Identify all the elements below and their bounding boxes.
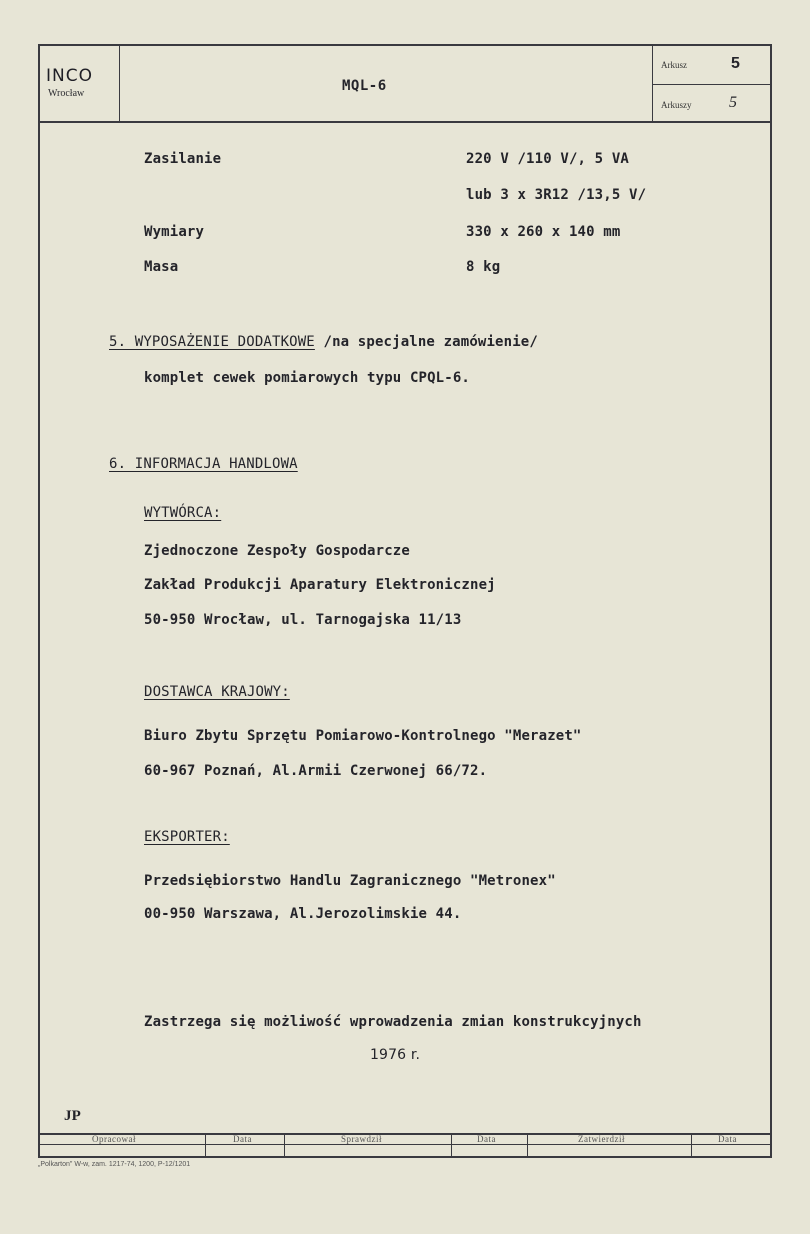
document-year: 1976 r. (370, 1047, 421, 1063)
author-initials: JP (64, 1108, 81, 1124)
footer-table-mid-line (38, 1144, 772, 1145)
sheets-label: Arkuszy (661, 100, 692, 110)
supplier-line: 60-967 Poznań, Al.Armii Czerwonej 66/72. (144, 763, 488, 779)
sheet-label: Arkusz (661, 60, 687, 70)
company-city: Wrocław (48, 88, 85, 99)
footer-header-date: Data (477, 1134, 496, 1144)
spec-label: Masa (144, 259, 179, 275)
spec-label: Wymiary (144, 224, 205, 240)
reservation-note: Zastrzega się możliwość wprowadzenia zmian konstrukcyjnych (144, 1014, 642, 1030)
footer-table-top-line (38, 1133, 772, 1135)
footer-col-divider (691, 1133, 692, 1157)
producer-line: 50-950 Wrocław, ul. Tarnogajska 11/13 (144, 612, 462, 628)
section-5-item: komplet cewek pomiarowych typu CPQL-6. (144, 370, 470, 386)
exporter-title: EKSPORTER: (144, 829, 230, 845)
footer-header-date: Data (233, 1134, 252, 1144)
footer-header-checked: Sprawdził (341, 1134, 382, 1144)
frame-bottom-line (38, 1156, 772, 1158)
footer-col-divider (451, 1133, 452, 1157)
spec-label: Zasilanie (144, 151, 222, 167)
frame-right-line (770, 44, 772, 1158)
sheet-number: 5 (731, 55, 740, 72)
section-5-heading: 5. WYPOSAŻENIE DODATKOWE (109, 334, 315, 350)
document-title: MQL-6 (342, 78, 387, 94)
exporter-line: 00-950 Warszawa, Al.Jerozolimskie 44. (144, 906, 462, 922)
company-logo: INCO (46, 66, 93, 86)
section-6-heading: 6. INFORMACJA HANDLOWA (109, 456, 298, 472)
frame-left-line (38, 44, 40, 1158)
section-5-line (109, 334, 538, 350)
header-sheet-divider (652, 44, 653, 122)
producer-line: Zjednoczone Zespoły Gospodarcze (144, 543, 410, 559)
header-bottom-line (38, 121, 772, 123)
footer-col-divider (284, 1133, 285, 1157)
spec-value: lub 3 x 3R12 /13,5 V/ (466, 187, 647, 203)
footer-col-divider (527, 1133, 528, 1157)
sheets-total: 5 (729, 94, 737, 111)
producer-title: WYTWÓRCA: (144, 505, 222, 521)
footer-header-date: Data (718, 1134, 737, 1144)
supplier-title: DOSTAWCA KRAJOWY: (144, 684, 290, 700)
footer-col-divider (205, 1133, 206, 1157)
spec-value: 330 x 260 x 140 mm (466, 224, 621, 240)
spec-value: 220 V /110 V/, 5 VA (466, 151, 629, 167)
print-note: „Polkarton" W-w, zam. 1217-74, 1200, P-12/1201 (38, 1161, 191, 1168)
producer-line: Zakład Produkcji Aparatury Elektronicznej (144, 577, 496, 593)
supplier-line: Biuro Zbytu Sprzętu Pomiarowo-Kontrolnego "Merazet" (144, 728, 582, 744)
frame-top-line (38, 44, 772, 46)
header-logo-divider (119, 44, 120, 122)
section-5-note: /na specjalne zamówienie/ (323, 334, 538, 350)
footer-header-approved: Zatwierdził (578, 1134, 625, 1144)
spec-value: 8 kg (466, 259, 501, 275)
exporter-line: Przedsiębiorstwo Handlu Zagranicznego "Metronex" (144, 873, 556, 889)
header-sheet-mid-line (652, 84, 772, 85)
footer-header-prepared: Opracował (92, 1134, 136, 1144)
